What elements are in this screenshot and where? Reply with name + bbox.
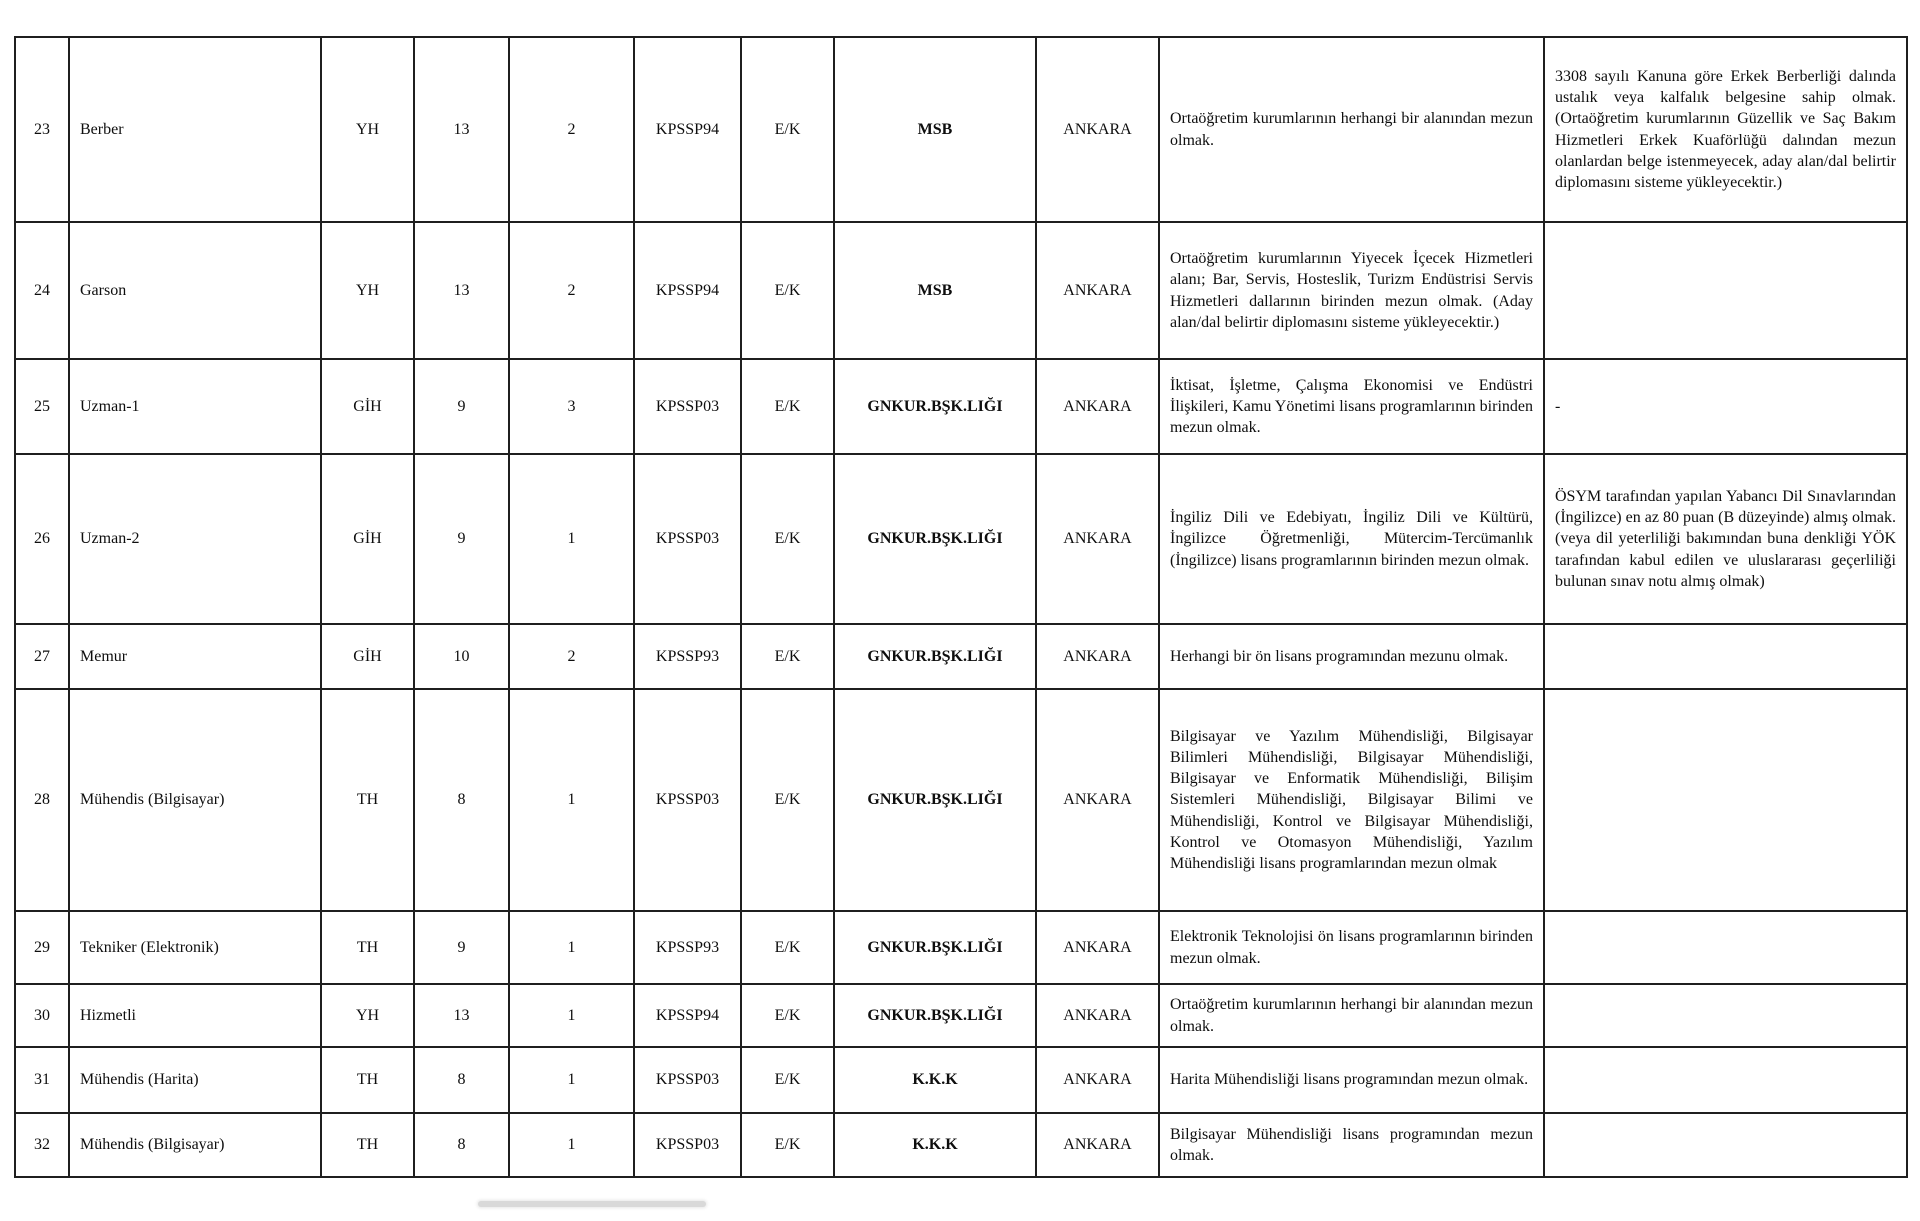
cell-row-number: 29 xyxy=(15,911,69,984)
cell-row-number: 23 xyxy=(15,37,69,222)
cell-position-title: Mühendis (Bilgisayar) xyxy=(69,689,321,911)
cell-class: GİH xyxy=(321,624,414,689)
cell-row-number: 28 xyxy=(15,689,69,911)
cell-class: TH xyxy=(321,911,414,984)
cell-gender: E/K xyxy=(741,37,834,222)
cell-count: 3 xyxy=(509,359,634,454)
cell-kpss-code: KPSSP03 xyxy=(634,689,741,911)
cell-requirement: Bilgisayar ve Yazılım Mühendisliği, Bilgisayar Bilimleri Mühendisliği, Bilgisayar Mühendisliği, Bilgisayar ve Enformatik Mühendisliği, Bilişim Sistemleri Mühendisliği, Bilgisayar Bilimi ve Mühendisliği, Kontrol ve Bilgisayar Mühendisliği, Kontrol ve Otomasyon Mühendisliği, Yazılım Mühendisliği lisans programlarından mezun olmak xyxy=(1159,689,1544,911)
table-row xyxy=(15,454,1907,624)
table-row xyxy=(15,359,1907,454)
cell-institution: GNKUR.BŞK.LIĞI xyxy=(834,359,1036,454)
cell-institution: GNKUR.BŞK.LIĞI xyxy=(834,624,1036,689)
cell-kpss-code: KPSSP94 xyxy=(634,984,741,1047)
cell-class: YH xyxy=(321,984,414,1047)
cell-grade: 13 xyxy=(414,222,509,359)
cell-position-title: Uzman-2 xyxy=(69,454,321,624)
cell-note xyxy=(1544,984,1907,1047)
cell-city: ANKARA xyxy=(1036,359,1159,454)
cell-class: TH xyxy=(321,1047,414,1113)
cell-city: ANKARA xyxy=(1036,689,1159,911)
cell-requirement: Harita Mühendisliği lisans programından mezun olmak. xyxy=(1159,1047,1544,1113)
cell-note xyxy=(1544,1047,1907,1113)
table-row xyxy=(15,1047,1907,1113)
cell-kpss-code: KPSSP03 xyxy=(634,1113,741,1177)
cell-class: GİH xyxy=(321,454,414,624)
cell-city: ANKARA xyxy=(1036,911,1159,984)
cell-grade: 9 xyxy=(414,454,509,624)
cell-position-title: Uzman-1 xyxy=(69,359,321,454)
cell-gender: E/K xyxy=(741,1047,834,1113)
cell-row-number: 32 xyxy=(15,1113,69,1177)
cell-count: 2 xyxy=(509,222,634,359)
cell-institution: K.K.K xyxy=(834,1113,1036,1177)
cell-row-number: 26 xyxy=(15,454,69,624)
cell-grade: 8 xyxy=(414,1047,509,1113)
cell-note xyxy=(1544,1113,1907,1177)
cell-requirement: Bilgisayar Mühendisliği lisans programından mezun olmak. xyxy=(1159,1113,1544,1177)
cell-note xyxy=(1544,222,1907,359)
cell-requirement: İngiliz Dili ve Edebiyatı, İngiliz Dili ve Kültürü, İngilizce Öğretmenliği, Mütercim-Tercümanlık (İngilizce) lisans programlarının birinden mezun olmak. xyxy=(1159,454,1544,624)
cell-requirement: Ortaöğretim kurumlarının Yiyecek İçecek Hizmetleri alanı; Bar, Servis, Hosteslik, Turizm Endüstrisi Servis Hizmetleri dallarının birinden mezun olmak. (Aday alan/dal belirtir diplomasını sisteme yükleyecektir.) xyxy=(1159,222,1544,359)
cell-count: 1 xyxy=(509,911,634,984)
cell-class: TH xyxy=(321,1113,414,1177)
cell-requirement: Ortaöğretim kurumlarının herhangi bir alanından mezun olmak. xyxy=(1159,984,1544,1047)
cell-class: TH xyxy=(321,689,414,911)
cell-gender: E/K xyxy=(741,222,834,359)
table-row xyxy=(15,911,1907,984)
cell-row-number: 25 xyxy=(15,359,69,454)
cell-position-title: Berber xyxy=(69,37,321,222)
cell-grade: 13 xyxy=(414,37,509,222)
cell-institution: GNKUR.BŞK.LIĞI xyxy=(834,454,1036,624)
table-row xyxy=(15,984,1907,1047)
cell-kpss-code: KPSSP03 xyxy=(634,1047,741,1113)
cell-city: ANKARA xyxy=(1036,1113,1159,1177)
cell-count: 2 xyxy=(509,624,634,689)
cell-position-title: Garson xyxy=(69,222,321,359)
cell-position-title: Mühendis (Harita) xyxy=(69,1047,321,1113)
cell-city: ANKARA xyxy=(1036,454,1159,624)
cell-gender: E/K xyxy=(741,1113,834,1177)
job-positions-table xyxy=(14,36,1908,1178)
cell-city: ANKARA xyxy=(1036,222,1159,359)
cell-count: 2 xyxy=(509,37,634,222)
cell-count: 1 xyxy=(509,1047,634,1113)
cell-note xyxy=(1544,911,1907,984)
cell-grade: 13 xyxy=(414,984,509,1047)
cell-city: ANKARA xyxy=(1036,1047,1159,1113)
cell-position-title: Tekniker (Elektronik) xyxy=(69,911,321,984)
cell-kpss-code: KPSSP03 xyxy=(634,359,741,454)
cell-kpss-code: KPSSP94 xyxy=(634,37,741,222)
cell-note: ÖSYM tarafından yapılan Yabancı Dil Sınavlarından (İngilizce) en az 80 puan (B düzeyinde) almış olmak. (veya dil yeterliliği bakımından buna denkliği YÖK tarafından kabul edilen ve uluslararası geçerliliği bulunan sınav notu almış olmak) xyxy=(1544,454,1907,624)
cell-grade: 9 xyxy=(414,911,509,984)
cell-row-number: 24 xyxy=(15,222,69,359)
cell-kpss-code: KPSSP94 xyxy=(634,222,741,359)
table-row xyxy=(15,222,1907,359)
cell-city: ANKARA xyxy=(1036,624,1159,689)
cell-kpss-code: KPSSP03 xyxy=(634,454,741,624)
cell-count: 1 xyxy=(509,1113,634,1177)
cell-institution: GNKUR.BŞK.LIĞI xyxy=(834,689,1036,911)
cell-grade: 10 xyxy=(414,624,509,689)
cell-gender: E/K xyxy=(741,624,834,689)
cell-count: 1 xyxy=(509,984,634,1047)
cell-institution: GNKUR.BŞK.LIĞI xyxy=(834,984,1036,1047)
scan-smudge-artifact xyxy=(478,1201,706,1207)
cell-gender: E/K xyxy=(741,984,834,1047)
cell-requirement: Elektronik Teknolojisi ön lisans programlarının birinden mezun olmak. xyxy=(1159,911,1544,984)
cell-gender: E/K xyxy=(741,359,834,454)
cell-city: ANKARA xyxy=(1036,37,1159,222)
cell-requirement: İktisat, İşletme, Çalışma Ekonomisi ve Endüstri İlişkileri, Kamu Yönetimi lisans programlarının birinden mezun olmak. xyxy=(1159,359,1544,454)
table-row xyxy=(15,1113,1907,1177)
cell-institution: K.K.K xyxy=(834,1047,1036,1113)
cell-row-number: 27 xyxy=(15,624,69,689)
cell-position-title: Hizmetli xyxy=(69,984,321,1047)
table-row xyxy=(15,624,1907,689)
cell-grade: 8 xyxy=(414,689,509,911)
cell-row-number: 30 xyxy=(15,984,69,1047)
cell-position-title: Mühendis (Bilgisayar) xyxy=(69,1113,321,1177)
cell-gender: E/K xyxy=(741,454,834,624)
cell-position-title: Memur xyxy=(69,624,321,689)
cell-count: 1 xyxy=(509,454,634,624)
cell-kpss-code: KPSSP93 xyxy=(634,911,741,984)
cell-grade: 9 xyxy=(414,359,509,454)
cell-count: 1 xyxy=(509,689,634,911)
cell-row-number: 31 xyxy=(15,1047,69,1113)
cell-note: 3308 sayılı Kanuna göre Erkek Berberliği dalında ustalık veya kalfalık belgesine sahip olmak. (Ortaöğretim kurumlarının Güzellik ve Saç Bakım Hizmetleri Erkek Kuaförlüğü dalından mezun olanlardan belge istenmeyecek, aday alan/dal belirtir diplomasını sisteme yükleyecektir.) xyxy=(1544,37,1907,222)
cell-gender: E/K xyxy=(741,911,834,984)
cell-class: YH xyxy=(321,222,414,359)
cell-requirement: Ortaöğretim kurumlarının herhangi bir alanından mezun olmak. xyxy=(1159,37,1544,222)
cell-note xyxy=(1544,624,1907,689)
cell-institution: MSB xyxy=(834,37,1036,222)
cell-gender: E/K xyxy=(741,689,834,911)
cell-institution: MSB xyxy=(834,222,1036,359)
cell-kpss-code: KPSSP93 xyxy=(634,624,741,689)
cell-grade: 8 xyxy=(414,1113,509,1177)
table-row xyxy=(15,689,1907,911)
cell-institution: GNKUR.BŞK.LIĞI xyxy=(834,911,1036,984)
cell-class: YH xyxy=(321,37,414,222)
cell-note: - xyxy=(1544,359,1907,454)
cell-note xyxy=(1544,689,1907,911)
cell-city: ANKARA xyxy=(1036,984,1159,1047)
table-row xyxy=(15,37,1907,222)
cell-class: GİH xyxy=(321,359,414,454)
cell-requirement: Herhangi bir ön lisans programından mezunu olmak. xyxy=(1159,624,1544,689)
